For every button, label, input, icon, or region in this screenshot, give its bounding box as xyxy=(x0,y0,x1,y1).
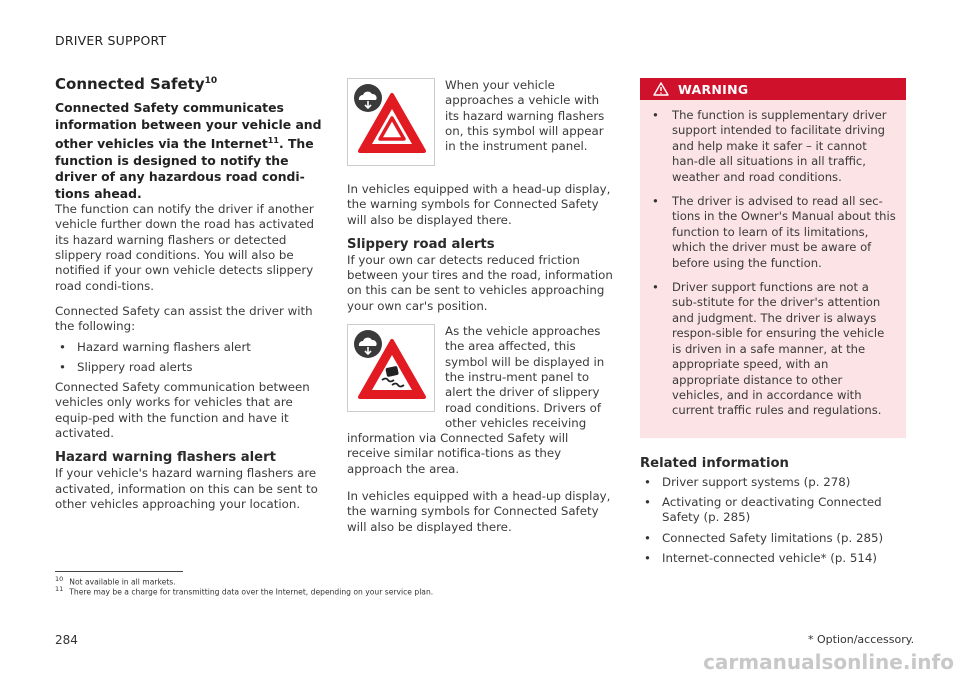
intro-paragraph: The function can notify the driver if another vehicle further down the road has activated its hazard warning flashers or detected slippery road conditions. You will also be notified if your own vehicle detects slippery road condi-tions. xyxy=(55,202,314,293)
option-accessory-note: * Option/accessory. xyxy=(808,633,915,646)
lead-text-a: Connected Safety communicates information between your vehicle and other vehicles via the Internet xyxy=(55,100,322,152)
slippery-road-symbol-icon xyxy=(347,324,435,412)
slippery-symbol-description: As the vehicle approaches the area affected, this symbol will be displayed in the instru-ment panel to alert the driver of slippery road conditions. Drivers of other vehicles receiving information via Connected Safety will receive similar notifica-tions as they approach the area. xyxy=(347,324,605,476)
hazard-paragraph: If your vehicle's hazard warning flashers are activated, information on this can be sent to other vehicles approaching your location. xyxy=(55,466,318,511)
assist-list xyxy=(55,340,323,376)
lead-footnote-ref[interactable]: 11 xyxy=(267,136,279,145)
footnote-text: Not available in all markets. xyxy=(69,577,176,587)
related-list xyxy=(640,475,906,566)
hud-paragraph-2: In vehicles equipped with a head-up display, the warning symbols for Connected Safety will also be displayed there. xyxy=(347,489,611,534)
footnote-number: 10 xyxy=(55,575,64,583)
warning-item: • The function is supplementary driver support intended to facilitate driving and help make it safer – it cannot han-dle all situations in all traffic, weather and road conditions. xyxy=(640,108,896,185)
warning-triangle-icon xyxy=(653,82,669,96)
warning-box xyxy=(640,78,906,438)
warning-label: WARNING xyxy=(678,81,749,97)
title-footnote-ref[interactable]: 10 xyxy=(204,76,218,86)
hazard-warning-symbol-icon xyxy=(347,78,435,166)
column-right xyxy=(640,78,906,571)
hazard-heading: Hazard warning flashers alert xyxy=(55,450,276,466)
communication-paragraph: Connected Safety communication between vehicles only works for vehicles that are equip-ped with the function and have it activated. xyxy=(55,380,310,440)
page-title xyxy=(55,75,323,93)
hazard-symbol-description: When your vehicle approaches a vehicle with its hazard warning flashers on, this symbol will appear in the instrument panel. xyxy=(445,78,605,154)
column-left xyxy=(55,75,323,512)
related-heading: Related information xyxy=(640,455,789,471)
warning-header xyxy=(640,78,906,100)
slippery-heading: Slippery road alerts xyxy=(347,236,495,252)
footnote-divider xyxy=(55,571,183,572)
related-link[interactable]: • Activating or deactivating Connected Safety (p. 285) xyxy=(640,495,906,526)
warning-item: • Driver support functions are not a sub-stitute for the driver's attention and judgment. The driver is always respon-sible for ensuring the vehicle is driven in a safe manner, at the appropriate speed, with an appropriate distance to other vehicles, and in accordance with current traffic rules and regulations. xyxy=(640,280,896,419)
lead-paragraph xyxy=(55,100,323,202)
page-number: 284 xyxy=(55,633,78,647)
footnote-number: 11 xyxy=(55,585,64,593)
warning-item: • The driver is advised to read all sec-tions in the Owner's Manual about this function to learn of its limitations, which the driver must be aware of before using the function. xyxy=(640,194,896,271)
watermark: carmanualsonline.info xyxy=(703,650,954,674)
related-information xyxy=(640,456,906,566)
lead-text-b: . The function is designed to notify the driver of any hazardous road condi-tions ahead. xyxy=(55,136,314,201)
list-item: • Hazard warning flashers alert xyxy=(55,340,323,355)
related-link[interactable]: • Connected Safety limitations (p. 285) xyxy=(640,531,906,546)
assist-intro: Connected Safety can assist the driver with the following: xyxy=(55,303,313,334)
warning-list xyxy=(640,108,906,419)
hud-paragraph-1: In vehicles equipped with a head-up display, the warning symbols for Connected Safety will also be displayed there. xyxy=(347,182,611,227)
page-title-text: Connected Safety xyxy=(55,75,205,93)
column-middle xyxy=(347,78,615,535)
footnote-text: There may be a charge for transmitting data over the Internet, depending on your service plan. xyxy=(69,587,434,597)
slippery-paragraph: If your own car detects reduced friction between your tires and the road, information on this can be sent to vehicles approaching your own car's position. xyxy=(347,252,613,313)
section-header: DRIVER SUPPORT xyxy=(55,33,167,48)
related-link[interactable]: • Internet-connected vehicle* (p. 514) xyxy=(640,551,906,566)
related-link[interactable]: • Driver support systems (p. 278) xyxy=(640,475,906,490)
list-item: • Slippery road alerts xyxy=(55,360,323,375)
footnote xyxy=(55,585,433,597)
